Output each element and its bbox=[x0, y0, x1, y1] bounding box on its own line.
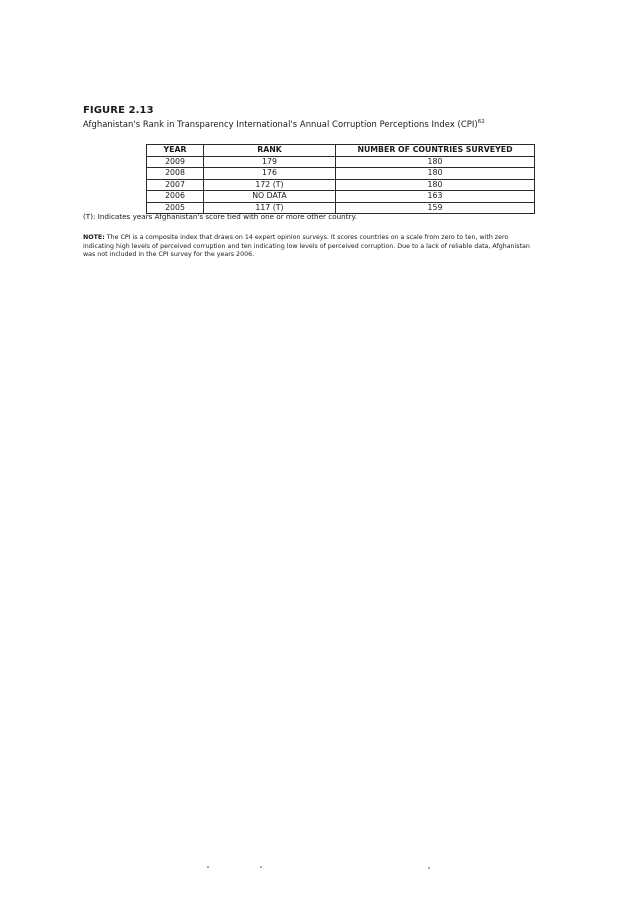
figure-title bbox=[83, 119, 485, 129]
table-row bbox=[147, 191, 535, 203]
cell-year: 2006 bbox=[147, 191, 204, 203]
cell-rank: 172 (T) bbox=[204, 179, 336, 191]
header-rank: RANK bbox=[204, 145, 336, 157]
note-paragraph bbox=[83, 234, 603, 260]
tie-footnote: (T): Indicates years Afghanistan's score tied with one or more other country. bbox=[83, 212, 358, 221]
figure-title-footnote-ref: 62 bbox=[477, 119, 485, 126]
cell-year: 2009 bbox=[147, 156, 204, 168]
cell-year: 2007 bbox=[147, 179, 204, 191]
cell-year: 2005 bbox=[147, 202, 204, 214]
cell-year: 2008 bbox=[147, 168, 204, 180]
header-countries-surveyed: NUMBER OF COUNTRIES SURVEYED bbox=[336, 145, 535, 157]
figure-label: FIGURE 2.13 bbox=[83, 105, 154, 116]
note-label: NOTE: bbox=[83, 234, 105, 241]
cell-countries: 180 bbox=[336, 156, 535, 168]
scan-speck bbox=[428, 867, 430, 869]
note-line-2: indicating high levels of perceived corruption and ten indicating low levels of perceived corruption. Due to a lack of reliable data, Afghanistan bbox=[83, 242, 530, 250]
note-line-1 bbox=[83, 234, 603, 243]
cell-rank: 117 (T) bbox=[204, 202, 336, 214]
cell-rank: 176 bbox=[204, 168, 336, 180]
figure-title-text: Afghanistan's Rank in Transparency International's Annual Corruption Perceptions Index (CPI) bbox=[83, 119, 478, 129]
table-header-row bbox=[147, 145, 535, 157]
header-year: YEAR bbox=[147, 145, 204, 157]
cpi-rank-table bbox=[146, 144, 535, 214]
scan-speck bbox=[207, 866, 209, 868]
cell-rank: 179 bbox=[204, 156, 336, 168]
table-row bbox=[147, 168, 535, 180]
cell-countries: 159 bbox=[336, 202, 535, 214]
cell-countries: 163 bbox=[336, 191, 535, 203]
cell-rank: NO DATA bbox=[204, 191, 336, 203]
table-row bbox=[147, 179, 535, 191]
table-row bbox=[147, 156, 535, 168]
cell-countries: 180 bbox=[336, 179, 535, 191]
note-line-3: was not included in the CPI survey for the years 2006. bbox=[83, 251, 255, 259]
note-line-1-text: The CPI is a composite index that draws on 14 expert opinion surveys. It scores countries on a scale from zero to ten, with zero bbox=[106, 234, 509, 241]
scan-speck bbox=[260, 866, 262, 868]
cell-countries: 180 bbox=[336, 168, 535, 180]
